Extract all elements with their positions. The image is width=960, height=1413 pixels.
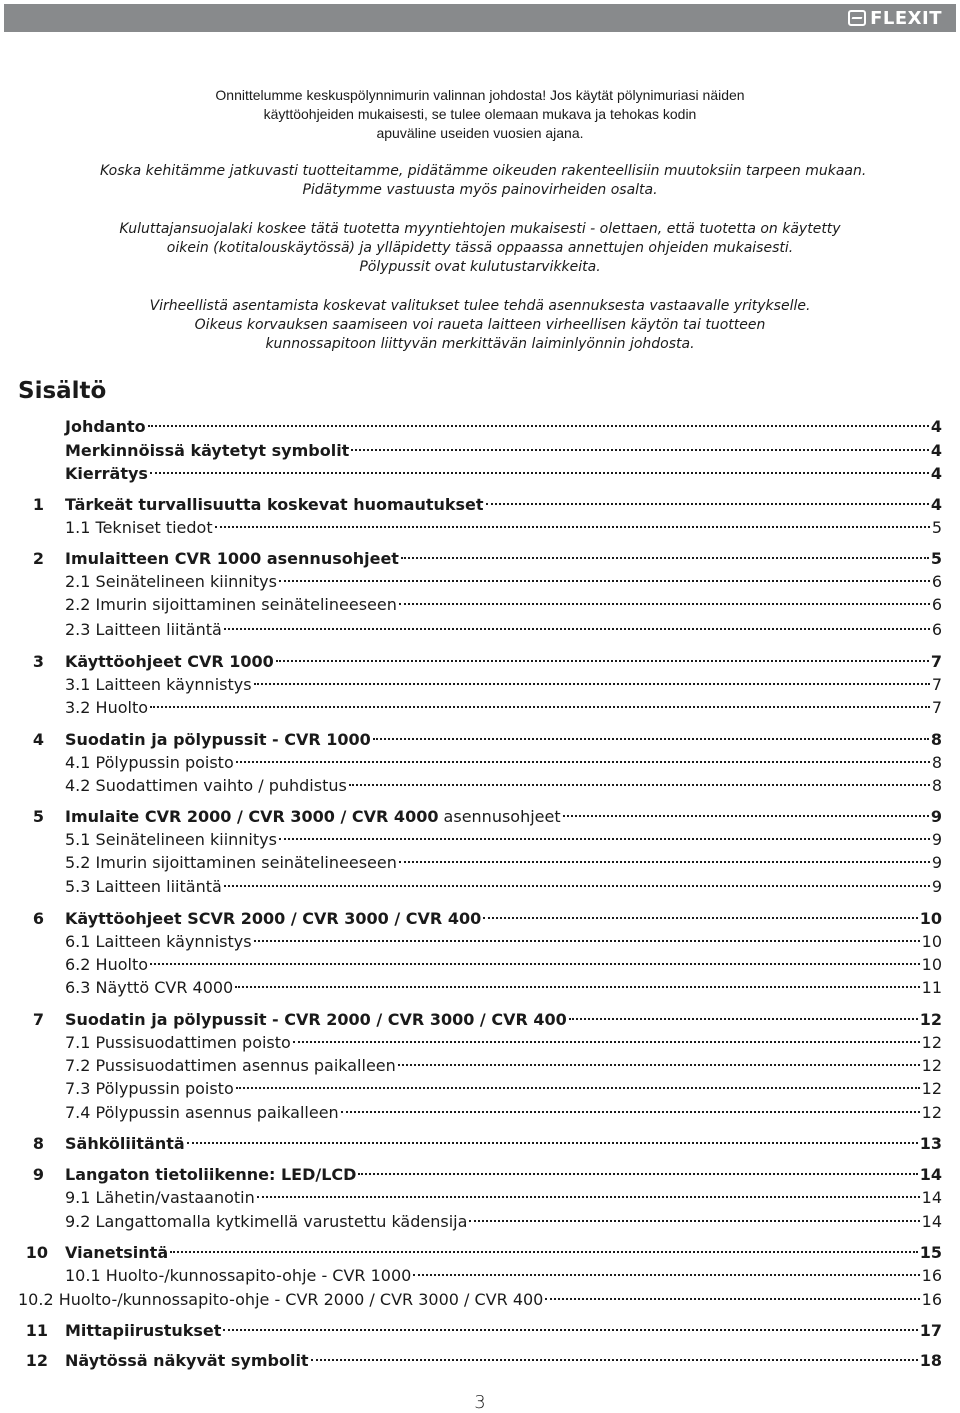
intro-line: käyttöohjeiden mukaisesti, se tulee olemaan mukava ja tehokas kodin: [263, 106, 697, 122]
toc-entry-number: 10: [25, 1243, 48, 1262]
toc-entry-page: 9: [931, 830, 942, 849]
toc-entry-title: 4.2 Suodattimen vaihto / puhdistus: [65, 776, 347, 795]
toc-entry-page: 6: [931, 595, 942, 614]
intro-line: oikein (kotitalouskäytössä) ja ylläpidetty tässä oppaassa annettujen ohjeiden mukaisesti.: [166, 240, 794, 256]
toc-entry[interactable]: [0, 1133, 960, 1155]
toc-leader-dots: [224, 628, 930, 630]
toc-entry-title: 7.1 Pussisuodattimen poisto: [65, 1033, 291, 1052]
toc-leader-dots: [150, 472, 929, 474]
toc-leader-dots: [486, 503, 929, 505]
toc-entry-title: 2.3 Laitteen liitäntä: [65, 620, 222, 639]
toc-leader-dots: [150, 706, 930, 708]
toc-leader-dots: [254, 683, 930, 685]
toc-entry-title: Merkinnöissä käytetyt symbolit: [65, 441, 350, 460]
toc-entry[interactable]: [0, 548, 960, 570]
toc-leader-dots: [148, 425, 929, 427]
toc-entry-title: Tärkeät turvallisuutta koskevat huomautukset: [65, 495, 484, 514]
toc-entry-line: [65, 752, 942, 774]
toc-entry-page: 4: [930, 441, 942, 460]
toc-leader-dots: [170, 1251, 918, 1253]
toc-entry[interactable]: [0, 697, 960, 719]
header-bar: [4, 4, 956, 32]
toc-entry-line: [65, 1320, 942, 1342]
intro-line: Pölypussit ovat kulutustarvikkeita.: [359, 259, 601, 275]
toc-entry-number: 3: [32, 652, 44, 671]
toc-entry-title: Suodatin ja pölypussit - CVR 1000: [65, 730, 371, 749]
toc-entry-page: 8: [930, 730, 942, 749]
toc-entry[interactable]: [0, 1242, 960, 1264]
toc-entry-line: [18, 1289, 942, 1311]
toc-entry[interactable]: [0, 594, 960, 616]
toc-entry-page: 10: [921, 932, 942, 951]
toc-entry[interactable]: [0, 852, 960, 874]
toc-entry-page: 14: [919, 1165, 942, 1184]
toc-entry[interactable]: [0, 1009, 960, 1031]
toc-entry[interactable]: [0, 752, 960, 774]
toc-leader-dots: [563, 815, 929, 817]
toc-entry-title: Käyttöohjeet SCVR 2000 / CVR 3000 / CVR 400: [65, 909, 482, 928]
toc-entry-page: 12: [921, 1033, 942, 1052]
toc-entry-line: [65, 931, 942, 953]
toc-entry-line: [65, 1350, 942, 1372]
toc-entry-page: 18: [919, 1351, 942, 1370]
brand-name: FLEXIT: [870, 7, 942, 29]
toc-entry-title: Vianetsintä: [65, 1243, 169, 1262]
toc-entry-title: 2.2 Imurin sijoittaminen seinätelineeseen: [65, 595, 397, 614]
toc-entry-title: Kierrätys: [65, 464, 148, 483]
toc-entry-number: 2: [32, 549, 44, 568]
toc-entry-page: 10: [921, 955, 942, 974]
toc-entry-title: 2.1 Seinätelineen kiinnitys: [65, 572, 277, 591]
toc-entry-title: Mittapiirustukset: [65, 1321, 222, 1340]
intro-line: Kuluttajansuojalaki koskee tätä tuotetta myyntiehtojen mukaisesti - olettaen, että tuotetta on käytetty: [119, 221, 841, 237]
toc-entry-number: 7: [32, 1010, 44, 1029]
toc-entry-title: 5.3 Laitteen liitäntä: [65, 877, 222, 896]
toc-leader-dots: [545, 1298, 919, 1300]
toc-entry-line: [65, 594, 942, 616]
toc-entry-page: 11: [921, 978, 942, 997]
toc-entry-line: [65, 1133, 942, 1155]
toc-leader-dots: [358, 1173, 917, 1175]
toc-entry[interactable]: [0, 729, 960, 751]
toc-entry[interactable]: [0, 1211, 960, 1233]
toc-entry-title: 7.2 Pussisuodattimen asennus paikalleen: [65, 1056, 396, 1075]
toc-entry-title: 3.1 Laitteen käynnistys: [65, 675, 252, 694]
intro-line: Koska kehitämme jatkuvasti tuotteitamme, pidätämme oikeuden rakenteellisiin muutoksiin tarpeen mukaan.: [100, 163, 867, 179]
toc-entry-line: [65, 416, 942, 438]
toc-entry-line: [65, 440, 942, 462]
toc-entry-title: 6.3 Näyttö CVR 4000: [65, 978, 234, 997]
toc-entry-line: [65, 463, 942, 485]
brand-logo: [848, 8, 942, 28]
toc-entry-page: 6: [931, 620, 942, 639]
toc-leader-dots: [349, 784, 930, 786]
toc-entry-title: 1.1 Tekniset tiedot: [65, 518, 213, 537]
toc-entry-line: [65, 1032, 942, 1054]
toc-entry[interactable]: [0, 1289, 960, 1311]
toc-entry-title: 5.1 Seinätelineen kiinnitys: [65, 830, 277, 849]
intro-consumer-law: [100, 220, 860, 277]
intro-changes-notice: [100, 162, 867, 200]
toc-leader-dots: [254, 940, 920, 942]
toc-entry-page: 7: [930, 652, 942, 671]
toc-entry-title: Imulaite CVR 2000 / CVR 3000 / CVR 4000 asennusohjeet: [65, 807, 561, 826]
toc-entry[interactable]: [0, 494, 960, 516]
toc-leader-dots: [224, 885, 930, 887]
intro-congratulations: [100, 86, 860, 143]
toc-entry-title: 6.1 Laitteen käynnistys: [65, 932, 252, 951]
toc-entry[interactable]: [0, 440, 960, 462]
toc-entry-number: 4: [32, 730, 44, 749]
toc-entry[interactable]: [0, 977, 960, 999]
toc-entry[interactable]: [0, 416, 960, 438]
toc-entry-title: 3.2 Huolto: [65, 698, 148, 717]
toc-entry[interactable]: [0, 806, 960, 828]
toc-entry-title: 10.2 Huolto-/kunnossapito-ohje - CVR 2000 / CVR 3000 / CVR 400: [18, 1290, 544, 1309]
toc-entry[interactable]: [0, 1265, 960, 1287]
toc-entry-page: 5: [931, 518, 942, 537]
toc-entry-line: [65, 1265, 942, 1287]
toc-leader-dots: [351, 449, 929, 451]
toc-entry-line: [65, 571, 942, 593]
toc-entry-line: [65, 908, 942, 930]
toc-entry[interactable]: [0, 1102, 960, 1124]
toc-entry-line: [65, 1211, 942, 1233]
toc-entry-title: 5.2 Imurin sijoittaminen seinätelineeseen: [65, 853, 397, 872]
toc-entry[interactable]: [0, 1055, 960, 1077]
toc-entry-number: 8: [32, 1134, 44, 1153]
toc-entry-line: [65, 517, 942, 539]
toc-leader-dots: [279, 580, 930, 582]
toc-entry-page: 14: [921, 1212, 942, 1231]
toc-entry-number: 5: [32, 807, 44, 826]
toc-entry-line: [65, 1187, 942, 1209]
toc-entry-title: Imulaitteen CVR 1000 asennusohjeet: [65, 549, 399, 568]
toc-entry-line: [65, 674, 942, 696]
toc-entry[interactable]: [0, 775, 960, 797]
toc-entry[interactable]: [0, 1032, 960, 1054]
toc-entry[interactable]: [0, 908, 960, 930]
toc-entry-number: 11: [25, 1321, 48, 1340]
toc-entry[interactable]: [0, 876, 960, 898]
toc-entry-line: [65, 1055, 942, 1077]
toc-entry-line: [65, 729, 942, 751]
toc-entry-page: 9: [930, 807, 942, 826]
toc-entry-title: Johdanto: [65, 417, 146, 436]
toc-entry-page: 5: [930, 549, 942, 568]
toc-leader-dots: [293, 1041, 920, 1043]
toc-entry-page: 7: [931, 675, 942, 694]
toc-entry-page: 16: [921, 1266, 942, 1285]
toc-entry[interactable]: [0, 1320, 960, 1342]
intro-installation-complaints: [100, 297, 860, 354]
toc-entry-page: 9: [931, 877, 942, 896]
toc-entry-title: 6.2 Huolto: [65, 955, 148, 974]
toc-entry-page: 12: [919, 1010, 942, 1029]
toc-entry-page: 4: [930, 464, 942, 483]
toc-entry-page: 16: [921, 1290, 942, 1309]
toc-entry-line: [65, 1078, 942, 1100]
toc-leader-dots: [276, 660, 929, 662]
toc-entry-line: [65, 876, 942, 898]
toc-leader-dots: [569, 1018, 918, 1020]
toc-entry-line: [65, 1009, 942, 1031]
toc-entry-line: [65, 806, 942, 828]
toc-entry[interactable]: [0, 829, 960, 851]
toc-leader-dots: [469, 1220, 919, 1222]
toc-entry[interactable]: [0, 517, 960, 539]
toc-entry-title: 7.4 Pölypussin asennus paikalleen: [65, 1103, 339, 1122]
toc-leader-dots: [399, 861, 930, 863]
toc-leader-dots: [187, 1142, 918, 1144]
toc-entry-line: [65, 1242, 942, 1264]
toc-entry-title: 10.1 Huolto-/kunnossapito-ohje - CVR 1000: [65, 1266, 412, 1285]
toc-entry[interactable]: [0, 651, 960, 673]
toc-entry[interactable]: [0, 931, 960, 953]
toc-entry-line: [65, 1102, 942, 1124]
intro-line: Oikeus korvauksen saamiseen voi raueta laitteen virheellisen käytön tai tuotteen: [194, 317, 766, 333]
toc-entry-line: [65, 775, 942, 797]
toc-entry-page: 12: [921, 1103, 942, 1122]
intro-line: Onnittelumme keskuspölynnimurin valinnan johdosta! Jos käytät pölynimuriasi näiden: [215, 87, 745, 103]
toc-entry-line: [65, 852, 942, 874]
toc-entry-page: 8: [931, 776, 942, 795]
toc-entry-line: [65, 1164, 942, 1186]
toc-entry-page: 14: [921, 1188, 942, 1207]
toc-entry-title: 7.3 Pölypussin poisto: [65, 1079, 234, 1098]
toc-entry-number: 12: [25, 1351, 48, 1370]
toc-entry-line: [65, 494, 942, 516]
toc-entry-page: 13: [919, 1134, 942, 1153]
toc-entry-title: Käyttöohjeet CVR 1000: [65, 652, 274, 671]
toc-leader-dots: [401, 557, 929, 559]
toc-entry-title: 4.1 Pölypussin poisto: [65, 753, 234, 772]
toc-entry[interactable]: [0, 1187, 960, 1209]
toc-entry-page: 15: [919, 1243, 942, 1262]
toc-entry-page: 8: [931, 753, 942, 772]
toc-entry-title: Näytössä näkyvät symbolit: [65, 1351, 309, 1370]
toc-entry-page: 6: [931, 572, 942, 591]
toc-leader-dots: [311, 1359, 918, 1361]
toc-entry[interactable]: [0, 571, 960, 593]
toc-leader-dots: [279, 838, 930, 840]
toc-entry-line: [65, 977, 942, 999]
toc-leader-dots: [483, 917, 918, 919]
toc-entry[interactable]: [0, 954, 960, 976]
toc-entry-title: 9.1 Lähetin/vastaanotin: [65, 1188, 255, 1207]
intro-line: apuväline useiden vuosien ajana.: [376, 125, 584, 141]
toc-entry-page: 12: [921, 1079, 942, 1098]
toc-leader-dots: [341, 1111, 920, 1113]
toc-leader-dots: [236, 761, 930, 763]
toc-entry-page: 10: [919, 909, 942, 928]
toc-entry-title: Langaton tietoliikenne: LED/LCD: [65, 1165, 357, 1184]
toc-entry-page: 4: [930, 495, 942, 514]
intro-line: Pidätymme vastuusta myös painovirheiden osalta.: [302, 182, 658, 198]
intro-line: kunnossapitoon liittyvän merkittävän laiminlyönnin johdosta.: [265, 336, 695, 352]
toc-entry-line: [65, 829, 942, 851]
toc-entry-line: [65, 697, 942, 719]
toc-title: Sisältö: [18, 378, 107, 404]
toc-entry-title: Suodatin ja pölypussit - CVR 2000 / CVR 3000 / CVR 400: [65, 1010, 567, 1029]
toc-entry-line: [65, 954, 942, 976]
toc-entry-page: 12: [921, 1056, 942, 1075]
intro-line: Virheellistä asentamista koskevat valitukset tulee tehdä asennuksesta vastaavalle yritykselle.: [149, 298, 811, 314]
toc-entry[interactable]: [0, 1350, 960, 1372]
flexit-logo-mark-icon: [848, 10, 866, 26]
toc-leader-dots: [150, 963, 920, 965]
toc-entry-number: 1: [32, 495, 44, 514]
toc-leader-dots: [257, 1196, 920, 1198]
toc-leader-dots: [235, 986, 919, 988]
toc-entry[interactable]: [0, 463, 960, 485]
toc-entry[interactable]: [0, 1078, 960, 1100]
toc-leader-dots: [399, 603, 930, 605]
toc-entry-title: 9.2 Langattomalla kytkimellä varustettu kädensija: [65, 1212, 468, 1231]
toc-leader-dots: [413, 1274, 919, 1276]
toc-entry-page: 7: [931, 698, 942, 717]
toc-entry-number: 6: [32, 909, 44, 928]
toc-entry-title: Sähköliitäntä: [65, 1134, 185, 1153]
toc-entry[interactable]: [0, 674, 960, 696]
toc-entry-line: [65, 548, 942, 570]
toc-entry-page: 9: [931, 853, 942, 872]
toc-leader-dots: [215, 526, 930, 528]
toc-leader-dots: [373, 738, 929, 740]
page-number: 3: [474, 1392, 486, 1413]
toc-entry-line: [65, 619, 942, 641]
toc-leader-dots: [398, 1064, 920, 1066]
toc-entry[interactable]: [0, 1164, 960, 1186]
toc-entry-number: 9: [32, 1165, 44, 1184]
toc-entry-page: 17: [919, 1321, 942, 1340]
toc-entry-page: 4: [930, 417, 942, 436]
toc-entry-line: [65, 651, 942, 673]
toc-entry[interactable]: [0, 619, 960, 641]
toc-leader-dots: [236, 1087, 920, 1089]
toc-leader-dots: [223, 1329, 917, 1331]
